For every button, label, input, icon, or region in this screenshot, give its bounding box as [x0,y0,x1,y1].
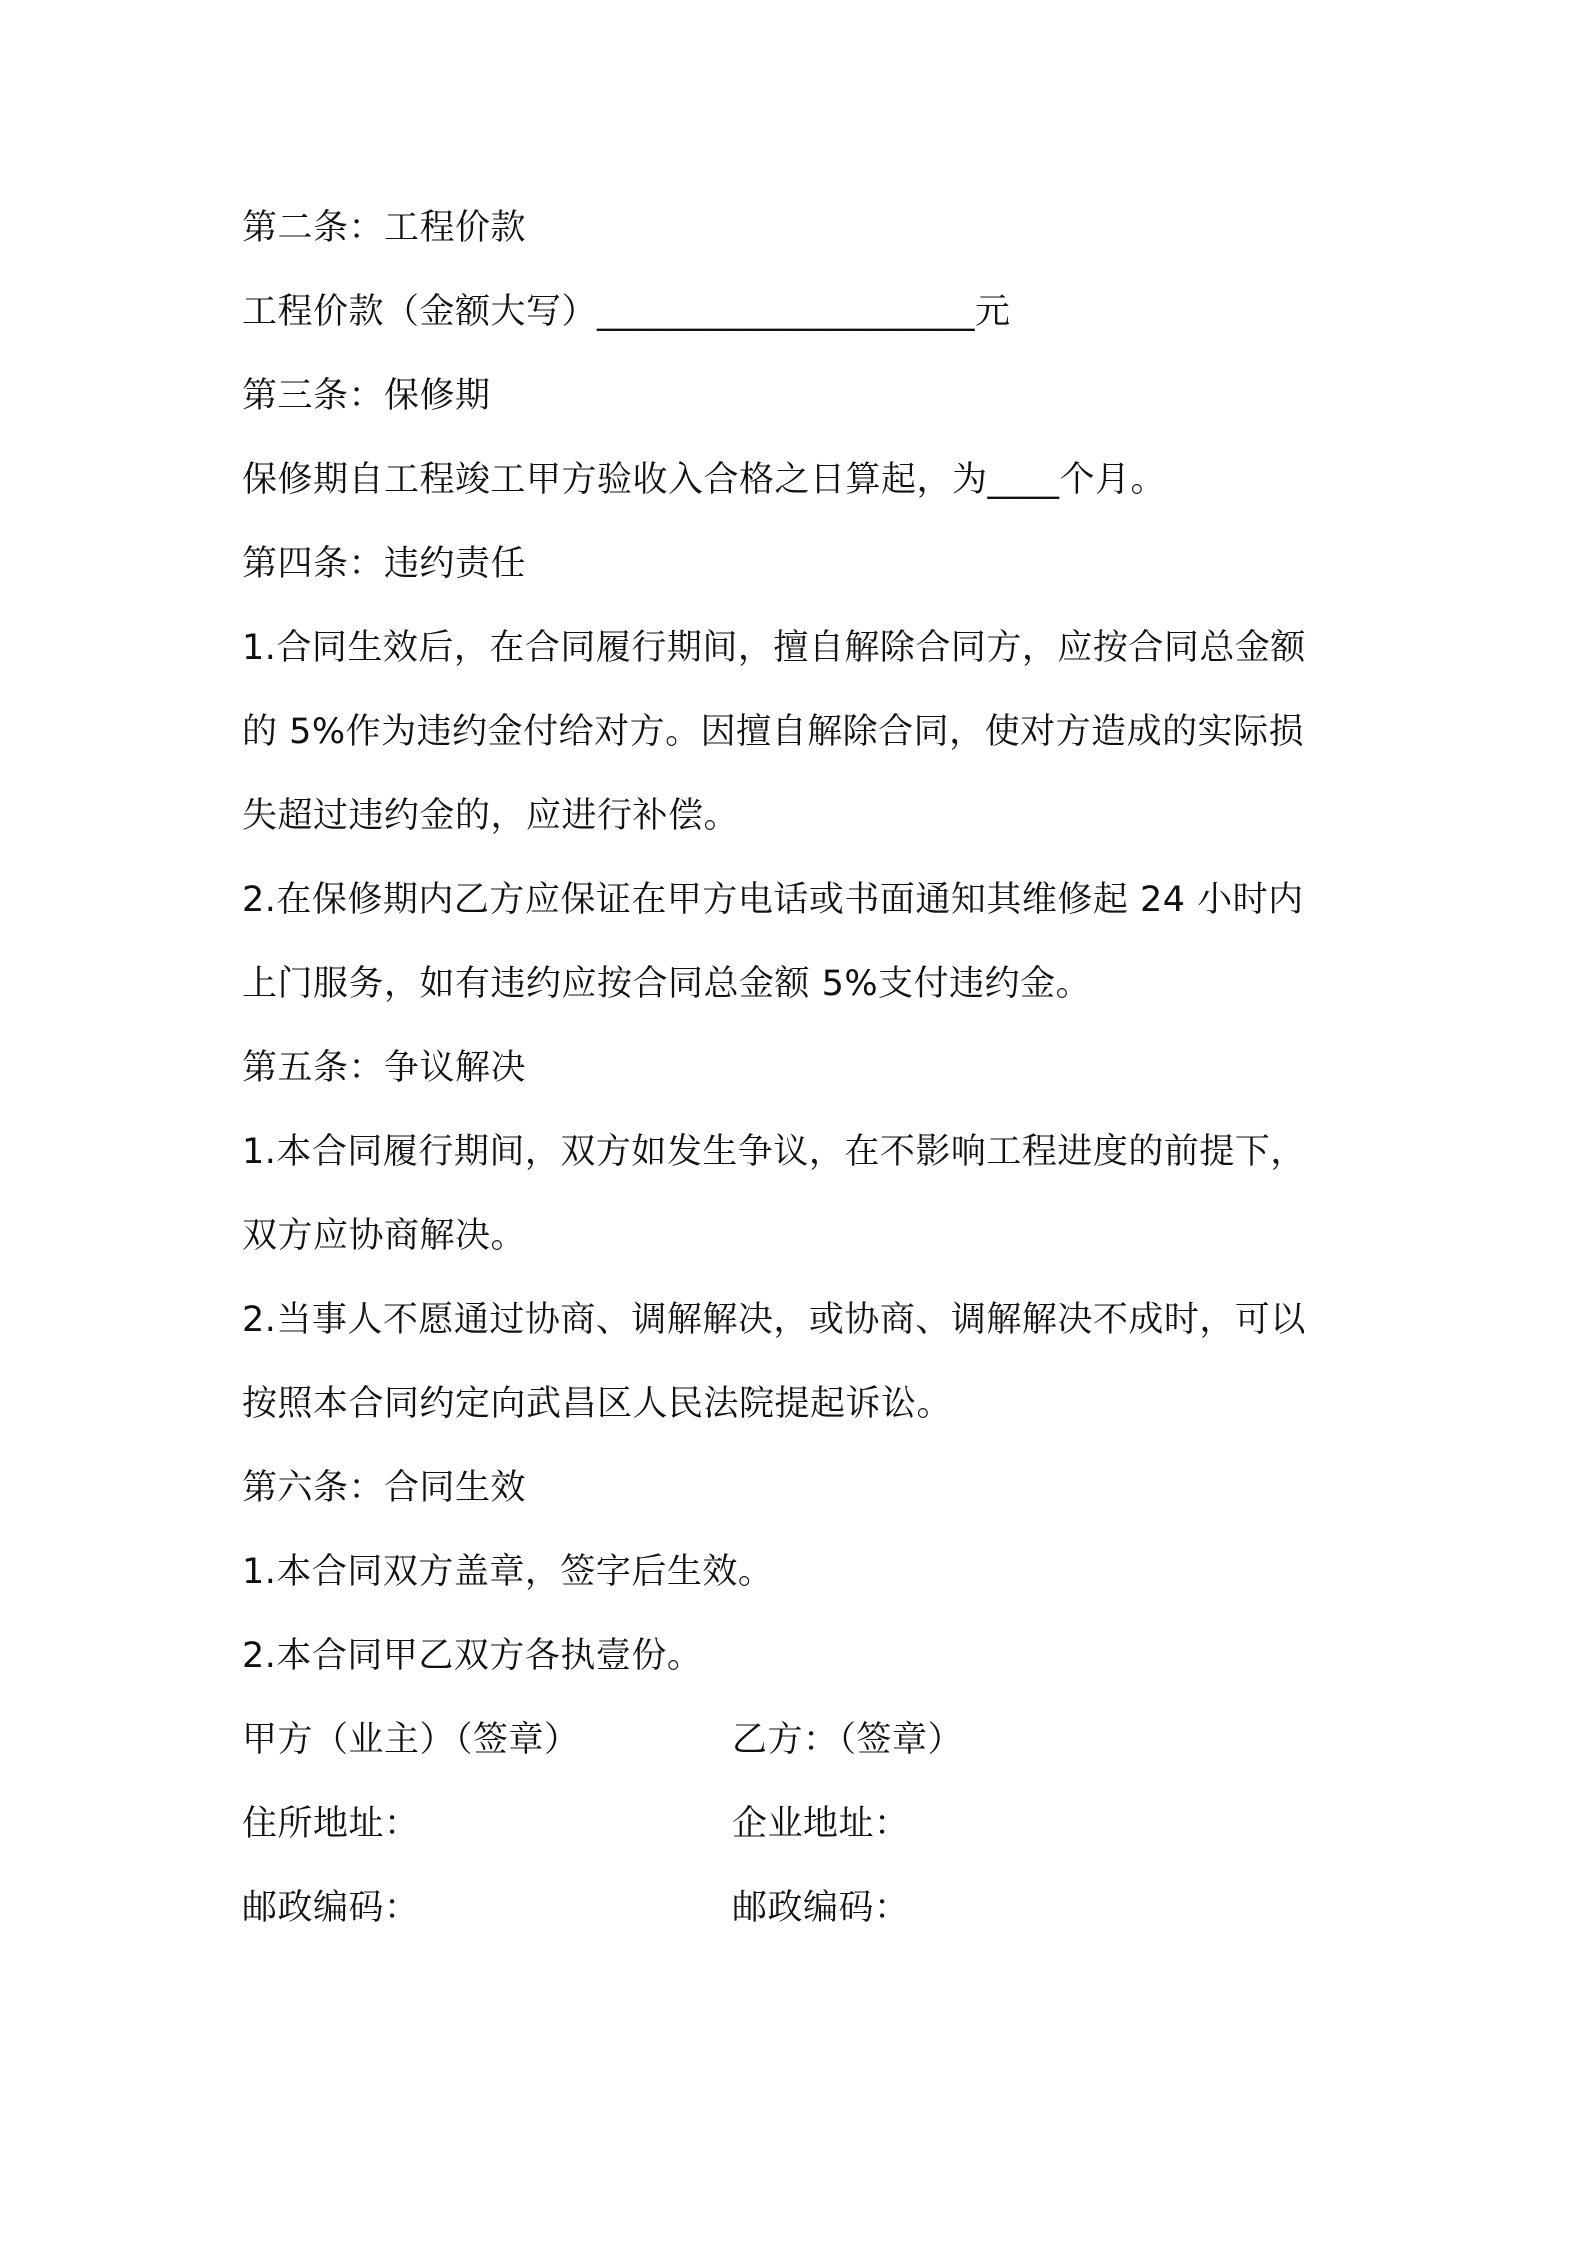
article-4-heading: 第四条：违约责任 [242,544,527,584]
party-b-address-label: 企业地址： [732,1804,910,1844]
dispute-clause-2-line-2: 按照本合同约定向武昌区人民法院提起诉讼。 [242,1384,953,1424]
warranty-period-text: 保修期自工程竣工甲方验收入合格之日算起，为____个月。 [242,460,1167,500]
party-b-signature-title: 乙方：（签章） [732,1720,964,1760]
dispute-clause-1-line-1: 1.本合同履行期间，双方如发生争议，在不影响工程进度的前提下， [242,1132,1306,1172]
party-b-postcode-label: 邮政编码： [732,1888,910,1928]
article-2-heading: 第二条：工程价款 [242,208,527,248]
party-a-address-label: 住所地址： [242,1804,420,1844]
party-a-signature-title: 甲方（业主）（签章） [242,1720,580,1760]
effect-clause-1: 1.本合同双方盖章，签字后生效。 [242,1552,774,1592]
breach-clause-2-line-2: 上门服务，如有违约应按合同总金额 5%支付违约金。 [242,964,1092,1004]
breach-clause-1-line-1: 1.合同生效后，在合同履行期间，擅自解除合同方，应按合同总金额 [242,628,1306,668]
dispute-clause-1-line-2: 双方应协商解决。 [242,1216,527,1256]
breach-clause-2-line-1: 2.在保修期内乙方应保证在甲方电话或书面通知其维修起 24 小时内 [242,880,1304,920]
contract-amount-line: 工程价款（金额大写）_____________________元 [242,292,1011,332]
dispute-clause-2-line-1: 2.当事人不愿通过协商、调解解决，或协商、调解解决不成时，可以 [242,1300,1306,1340]
breach-clause-1-line-3: 失超过违约金的，应进行补偿。 [242,796,740,836]
article-5-heading: 第五条：争议解决 [242,1048,527,1088]
party-a-postcode-label: 邮政编码： [242,1888,420,1928]
article-3-heading: 第三条：保修期 [242,376,491,416]
article-6-heading: 第六条：合同生效 [242,1468,527,1508]
effect-clause-2: 2.本合同甲乙双方各执壹份。 [242,1636,703,1676]
breach-clause-1-line-2: 的 5%作为违约金付给对方。因擅自解除合同，使对方造成的实际损 [242,712,1305,752]
